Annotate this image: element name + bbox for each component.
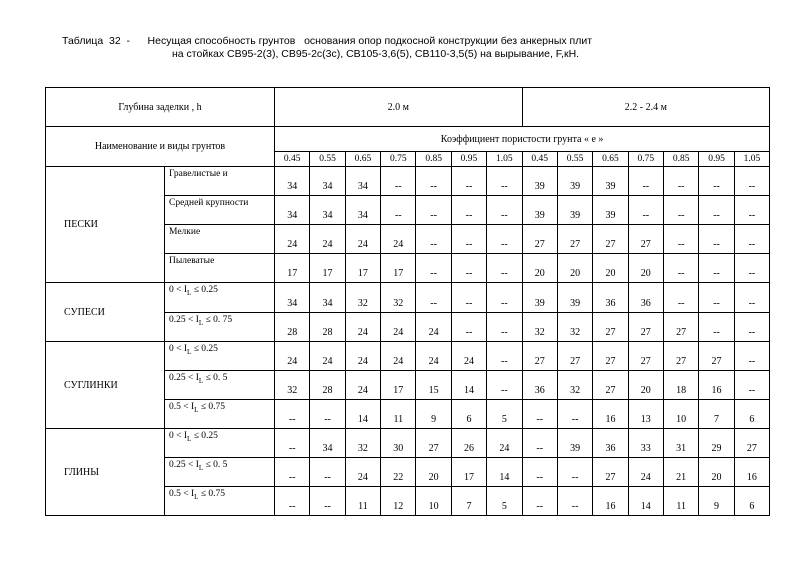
value-cell: 24 — [275, 342, 310, 371]
value-cell: 36 — [593, 429, 628, 458]
soil-subtype-label: Пылеватые — [165, 254, 275, 283]
value-cell: 6 — [734, 400, 769, 429]
value-cell: -- — [522, 400, 557, 429]
value-cell: 7 — [451, 487, 486, 516]
value-cell: 26 — [451, 429, 486, 458]
value-cell: -- — [487, 371, 522, 400]
value-cell: -- — [487, 342, 522, 371]
soil-subtype-label: $0 < I_L \le 0.25$ — [165, 429, 275, 458]
value-cell: 14 — [451, 371, 486, 400]
soil-subtype-label: $0 < I_L \le 0.25$ — [165, 342, 275, 371]
value-cell: -- — [487, 254, 522, 283]
value-cell: 24 — [310, 342, 345, 371]
coef-cell: 0.55 — [557, 152, 592, 167]
value-cell: 34 — [310, 196, 345, 225]
value-cell: 24 — [310, 225, 345, 254]
value-cell: 27 — [557, 342, 592, 371]
value-cell: 27 — [628, 342, 663, 371]
table-caption — [62, 35, 592, 61]
value-cell: 34 — [345, 196, 380, 225]
value-cell: -- — [557, 458, 592, 487]
value-cell: 27 — [663, 313, 698, 342]
depth-a: 2.0 м — [275, 88, 523, 127]
value-cell: 27 — [593, 371, 628, 400]
value-cell: 14 — [345, 400, 380, 429]
value-cell: 12 — [381, 487, 416, 516]
soil-group-name: ГЛИНЫ — [46, 429, 165, 516]
coef-cell: 1.05 — [487, 152, 522, 167]
value-cell: 27 — [734, 429, 769, 458]
soil-subtype-label: Средней крупности — [165, 196, 275, 225]
value-cell: -- — [663, 254, 698, 283]
value-cell: 34 — [275, 196, 310, 225]
value-cell: -- — [451, 313, 486, 342]
depth-b: 2.2 - 2.4 м — [522, 88, 770, 127]
value-cell: 36 — [628, 283, 663, 313]
value-cell: -- — [275, 487, 310, 516]
value-cell: -- — [699, 254, 734, 283]
value-cell: 20 — [416, 458, 451, 487]
value-cell: 39 — [557, 196, 592, 225]
coef-cell: 0.65 — [593, 152, 628, 167]
value-cell: -- — [381, 196, 416, 225]
value-cell: 34 — [275, 167, 310, 196]
coef-cell: 0.45 — [275, 152, 310, 167]
value-cell: 34 — [310, 167, 345, 196]
value-cell: -- — [734, 254, 769, 283]
value-cell: -- — [487, 225, 522, 254]
value-cell: 28 — [275, 313, 310, 342]
value-cell: -- — [416, 167, 451, 196]
value-cell: 17 — [310, 254, 345, 283]
value-cell: 34 — [310, 283, 345, 313]
value-cell: 20 — [699, 458, 734, 487]
value-cell: -- — [416, 196, 451, 225]
value-cell: -- — [557, 400, 592, 429]
value-cell: 27 — [628, 313, 663, 342]
value-cell: -- — [451, 167, 486, 196]
value-cell: 5 — [487, 400, 522, 429]
coef-cell: 0.85 — [416, 152, 451, 167]
value-cell: 36 — [593, 283, 628, 313]
value-cell: 24 — [381, 225, 416, 254]
value-cell: 39 — [593, 167, 628, 196]
value-cell: 27 — [663, 342, 698, 371]
value-cell: 30 — [381, 429, 416, 458]
value-cell: 11 — [345, 487, 380, 516]
coef-cell: 1.05 — [734, 152, 769, 167]
value-cell: -- — [416, 225, 451, 254]
value-cell: -- — [487, 167, 522, 196]
value-cell: 27 — [593, 225, 628, 254]
value-cell: -- — [628, 196, 663, 225]
value-cell: 10 — [663, 400, 698, 429]
value-cell: 27 — [699, 342, 734, 371]
value-cell: 17 — [381, 371, 416, 400]
value-cell: 27 — [593, 313, 628, 342]
value-cell: 39 — [522, 283, 557, 313]
value-cell: 24 — [275, 225, 310, 254]
coef-cell: 0.75 — [628, 152, 663, 167]
value-cell: -- — [275, 400, 310, 429]
value-cell: 39 — [557, 283, 592, 313]
value-cell: -- — [663, 167, 698, 196]
value-cell: 20 — [593, 254, 628, 283]
value-cell: 29 — [699, 429, 734, 458]
value-cell: -- — [451, 254, 486, 283]
value-cell: 17 — [345, 254, 380, 283]
value-cell: 20 — [628, 254, 663, 283]
value-cell: 20 — [557, 254, 592, 283]
value-cell: 21 — [663, 458, 698, 487]
value-cell: -- — [451, 225, 486, 254]
value-cell: 7 — [699, 400, 734, 429]
value-cell: 16 — [593, 487, 628, 516]
value-cell: -- — [487, 313, 522, 342]
value-cell: 33 — [628, 429, 663, 458]
soil-subtype-label: $0 < I_L \le 0.25$ — [165, 283, 275, 313]
value-cell: -- — [487, 283, 522, 313]
value-cell: 24 — [345, 313, 380, 342]
value-cell: -- — [310, 458, 345, 487]
depth-label: Глубина заделки , h — [46, 88, 275, 127]
value-cell: 22 — [381, 458, 416, 487]
value-cell: -- — [734, 283, 769, 313]
value-cell: 14 — [628, 487, 663, 516]
value-cell: 24 — [345, 371, 380, 400]
value-cell: 34 — [310, 429, 345, 458]
value-cell: 24 — [487, 429, 522, 458]
value-cell: -- — [487, 196, 522, 225]
value-cell: -- — [734, 225, 769, 254]
value-cell: -- — [275, 429, 310, 458]
soil-subtype-label: $0.5 < I_L \le 0.75$ — [165, 487, 275, 516]
value-cell: 6 — [451, 400, 486, 429]
value-cell: 31 — [663, 429, 698, 458]
value-cell: 39 — [522, 167, 557, 196]
value-cell: 39 — [557, 167, 592, 196]
value-cell: 18 — [663, 371, 698, 400]
value-cell: 28 — [310, 313, 345, 342]
soil-label: Наименование и виды грунтов — [46, 127, 275, 167]
value-cell: 9 — [699, 487, 734, 516]
value-cell: 13 — [628, 400, 663, 429]
coef-label: Коэффициент пористости грунта « е » — [275, 127, 770, 152]
value-cell: 34 — [345, 167, 380, 196]
value-cell: 24 — [451, 342, 486, 371]
value-cell: 24 — [345, 342, 380, 371]
value-cell: -- — [451, 196, 486, 225]
value-cell: 36 — [522, 371, 557, 400]
coef-cell: 0.65 — [345, 152, 380, 167]
coef-cell: 0.55 — [310, 152, 345, 167]
value-cell: 16 — [699, 371, 734, 400]
value-cell: -- — [734, 167, 769, 196]
value-cell: -- — [699, 167, 734, 196]
value-cell: -- — [522, 458, 557, 487]
value-cell: 39 — [522, 196, 557, 225]
value-cell: -- — [663, 225, 698, 254]
table-row — [46, 167, 770, 196]
value-cell: 15 — [416, 371, 451, 400]
value-cell: -- — [416, 254, 451, 283]
value-cell: 32 — [275, 371, 310, 400]
value-cell: 24 — [628, 458, 663, 487]
value-cell: -- — [416, 283, 451, 313]
value-cell: -- — [699, 196, 734, 225]
value-cell: -- — [310, 487, 345, 516]
coef-cell: 0.45 — [522, 152, 557, 167]
table-row — [46, 342, 770, 371]
value-cell: 39 — [557, 429, 592, 458]
value-cell: -- — [699, 225, 734, 254]
value-cell: 34 — [275, 283, 310, 313]
value-cell: 11 — [663, 487, 698, 516]
value-cell: 32 — [522, 313, 557, 342]
value-cell: 27 — [522, 342, 557, 371]
value-cell: 10 — [416, 487, 451, 516]
value-cell: 28 — [310, 371, 345, 400]
value-cell: 14 — [487, 458, 522, 487]
value-cell: 24 — [416, 313, 451, 342]
value-cell: 39 — [593, 196, 628, 225]
value-cell: -- — [699, 283, 734, 313]
soil-subtype-label: $0.5 < I_L \le 0.75$ — [165, 400, 275, 429]
value-cell: 5 — [487, 487, 522, 516]
caption-line-1: Таблица 32 - Несущая способность грунтов основания опор подкосной конструкции без анкерных плит — [62, 35, 593, 47]
value-cell: -- — [734, 371, 769, 400]
value-cell: 24 — [381, 313, 416, 342]
value-cell: 27 — [416, 429, 451, 458]
soil-subtype-label: Гравелистые и — [165, 167, 275, 196]
soil-group-name: СУГЛИНКИ — [46, 342, 165, 429]
soil-subtype-label: Мелкие — [165, 225, 275, 254]
value-cell: 32 — [381, 283, 416, 313]
coef-cell: 0.95 — [451, 152, 486, 167]
coef-cell: 0.95 — [699, 152, 734, 167]
value-cell: 6 — [734, 487, 769, 516]
value-cell: 27 — [522, 225, 557, 254]
value-cell: 24 — [381, 342, 416, 371]
value-cell: -- — [734, 196, 769, 225]
value-cell: 17 — [275, 254, 310, 283]
value-cell: 20 — [628, 371, 663, 400]
value-cell: -- — [557, 487, 592, 516]
value-cell: 27 — [593, 342, 628, 371]
coef-cell: 0.75 — [381, 152, 416, 167]
value-cell: -- — [381, 167, 416, 196]
soil-subtype-label: $0.25 < I_L \le 0$. 75 — [165, 313, 275, 342]
table-row — [46, 283, 770, 313]
value-cell: 24 — [345, 458, 380, 487]
value-cell: 16 — [593, 400, 628, 429]
value-cell: -- — [522, 429, 557, 458]
value-cell: -- — [310, 400, 345, 429]
value-cell: 27 — [593, 458, 628, 487]
value-cell: 16 — [734, 458, 769, 487]
value-cell: 27 — [628, 225, 663, 254]
caption-line-2: на стойках СВ95-2(3), СВ95-2с(3с), СВ105-3,6(5), СВ110-3,5(5) на вырывание, F,кН. — [172, 48, 580, 60]
value-cell: -- — [522, 487, 557, 516]
value-cell: 32 — [557, 371, 592, 400]
value-cell: -- — [663, 283, 698, 313]
value-cell: 27 — [557, 225, 592, 254]
value-cell: 17 — [381, 254, 416, 283]
value-cell: -- — [451, 283, 486, 313]
value-cell: 32 — [557, 313, 592, 342]
value-cell: 9 — [416, 400, 451, 429]
coef-cell: 0.85 — [663, 152, 698, 167]
value-cell: -- — [734, 342, 769, 371]
value-cell: -- — [663, 196, 698, 225]
value-cell: -- — [628, 167, 663, 196]
value-cell: 32 — [345, 429, 380, 458]
value-cell: 24 — [416, 342, 451, 371]
soil-group-name: СУПЕСИ — [46, 283, 165, 342]
table-row — [46, 429, 770, 458]
value-cell: -- — [699, 313, 734, 342]
value-cell: 24 — [345, 225, 380, 254]
soil-subtype-label: $0.25 < I_L \le 0$. 5 — [165, 458, 275, 487]
value-cell: 20 — [522, 254, 557, 283]
soil-subtype-label: $0.25 < I_L \le 0$. 5 — [165, 371, 275, 400]
value-cell: 17 — [451, 458, 486, 487]
value-cell: -- — [734, 313, 769, 342]
value-cell: 32 — [345, 283, 380, 313]
bearing-capacity-table — [45, 87, 770, 516]
value-cell: 11 — [381, 400, 416, 429]
value-cell: -- — [275, 458, 310, 487]
soil-group-name: ПЕСКИ — [46, 167, 165, 283]
